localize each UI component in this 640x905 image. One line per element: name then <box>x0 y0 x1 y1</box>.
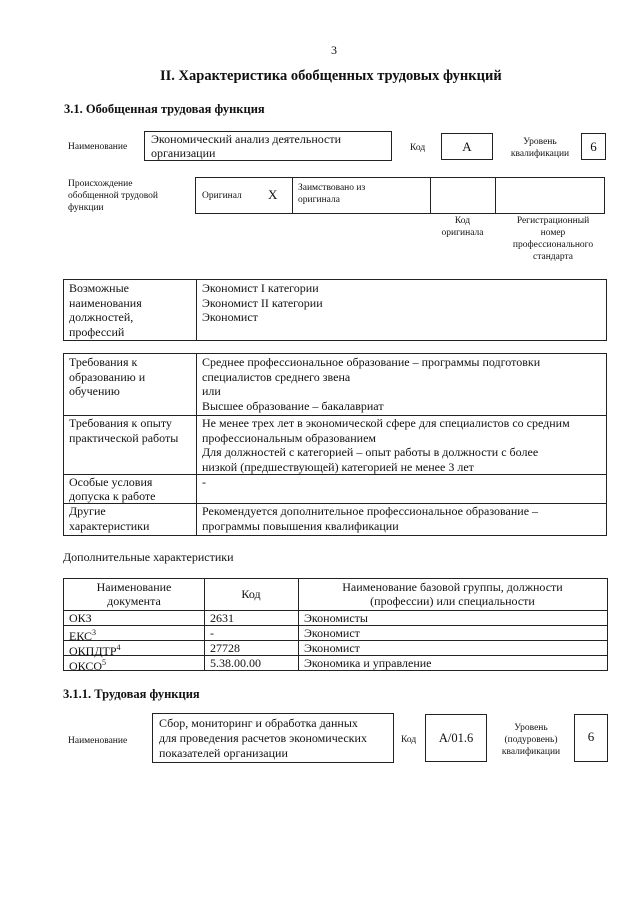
requirement-text: Не менее трех лет в экономической сфере для специалистов со средним <box>202 416 570 430</box>
tf-name-line-2: для проведения расчетов экономических <box>159 731 367 745</box>
reg-number-label-4: стандарта <box>533 252 573 262</box>
gtf-level-label-1: Уровень <box>523 137 557 147</box>
borrowed-label-1: Заимствовано из <box>298 183 366 193</box>
table-row-code: - <box>210 626 214 640</box>
table-row-doc <box>69 656 106 674</box>
requirement-text: программы повышения квалификации <box>202 518 399 533</box>
doc-name: ОКПДТР <box>69 644 117 658</box>
tf-name-box <box>152 713 394 763</box>
gtf-name-line-2: организации <box>151 146 216 160</box>
positions-divider <box>196 280 197 340</box>
tf-code-label: Код <box>401 735 417 745</box>
table-row-doc <box>69 611 92 626</box>
requirements-table <box>63 353 607 536</box>
origin-table <box>195 177 605 214</box>
additional-col3-header: (профессии) или специальности <box>370 594 535 608</box>
additional-heading: Дополнительные характеристики <box>63 550 234 564</box>
origin-label-3: функции <box>68 203 104 213</box>
gtf-level-box <box>581 133 606 160</box>
gtf-code-value: А <box>462 139 472 154</box>
requirement-text: Для должностей с категорией – опыт работы в должности с более <box>202 445 539 459</box>
additional-col1-header: Наименование <box>96 580 172 594</box>
original-label: Оригинал <box>202 191 242 201</box>
additional-col2-header: Код <box>241 587 261 601</box>
requirement-label: практической работы <box>69 430 179 445</box>
tf-name-line-1: Сбор, мониторинг и обработка данных <box>159 716 358 730</box>
requirement-label: Другие <box>69 504 106 518</box>
doc-name: ОКЗ <box>69 611 92 625</box>
gtf-name-box <box>144 131 392 161</box>
tf-level-box <box>574 714 608 762</box>
additional-col1-header: документа <box>107 594 161 608</box>
origin-divider <box>495 177 496 214</box>
positions-label-3: должностей, <box>69 310 134 324</box>
requirement-text: специалистов среднего звена <box>202 369 351 384</box>
requirement-label: обучению <box>69 384 120 398</box>
doc-name: ОКСО <box>69 659 103 673</box>
positions-label-4: профессий <box>69 324 125 339</box>
table-row-code: 27728 <box>210 641 240 655</box>
requirement-label: образованию и <box>69 369 146 384</box>
requirement-label: Требования к <box>69 355 138 369</box>
tf-name-label: Наименование <box>68 736 128 746</box>
requirements-divider <box>196 354 197 535</box>
origin-divider <box>292 177 293 214</box>
gtf-name-line-1: Экономический анализ деятельности <box>151 132 342 146</box>
requirement-label: Особые условия <box>69 475 153 489</box>
position-item: Экономист I категории <box>202 281 319 295</box>
footnote-mark: 4 <box>116 643 121 652</box>
origin-divider <box>430 177 431 214</box>
tf-level-label-2: (подуровень) <box>504 735 558 745</box>
gtf-level-value: 6 <box>590 139 597 154</box>
requirement-text: Среднее профессиональное образование – программы подготовки <box>202 355 541 369</box>
positions-label-1: Возможные <box>69 281 129 295</box>
tf-level-value: 6 <box>587 729 595 744</box>
tf-level-label-1: Уровень <box>514 723 548 733</box>
original-mark: X <box>268 187 278 202</box>
table-row-code: 2631 <box>210 611 234 625</box>
requirement-text: профессиональным образованием <box>202 430 376 445</box>
tf-heading: 3.1.1. Трудовая функция <box>63 687 200 701</box>
tf-code-value: A/01.6 <box>438 731 474 745</box>
gtf-level-label-2: квалификации <box>510 149 570 159</box>
table-row-code: 5.38.00.00 <box>210 656 261 670</box>
footnote-mark: 3 <box>92 628 97 637</box>
table-row-name: Экономика и управление <box>304 656 432 670</box>
origin-label-1: Происхождение <box>68 179 133 189</box>
tf-code-box <box>425 714 487 762</box>
position-item: Экономист <box>202 310 258 324</box>
positions-table <box>63 279 607 341</box>
origin-label-2: обобщенной трудовой <box>68 191 158 201</box>
gtf-code-label: Код <box>410 143 426 153</box>
reg-number-label-1: Регистрационный <box>516 216 590 226</box>
requirement-text: Высшее образование – бакалавриат <box>202 398 384 413</box>
origin-divider <box>195 177 196 214</box>
requirement-text: или <box>202 384 221 398</box>
tf-name-line-3: показателей организации <box>159 746 288 760</box>
table-row-name: Экономист <box>304 641 360 655</box>
requirement-label: Требования к опыту <box>69 416 172 430</box>
gtf-code-box <box>441 133 493 160</box>
requirement-text: низкой (предшествующей) категорией не менее 3 лет <box>202 459 474 474</box>
additional-col3-header: Наименование базовой группы, должности <box>342 580 563 594</box>
gtf-heading: 3.1. Обобщенная трудовая функция <box>64 102 265 116</box>
tf-level-label-3: квалификации <box>501 747 561 757</box>
origin-code-label-2: оригинала <box>441 228 484 238</box>
additional-table <box>63 578 608 671</box>
page-number: 3 <box>331 43 337 57</box>
requirement-label: характеристики <box>69 518 150 533</box>
reg-number-label-2: номер <box>540 228 566 238</box>
requirement-text: Рекомендуется дополнительное профессиональное образование – <box>202 504 539 518</box>
table-row-name: Экономисты <box>304 611 368 625</box>
section-title: II. Характеристика обобщенных трудовых функций <box>160 68 502 84</box>
position-item: Экономист II категории <box>202 295 323 310</box>
origin-code-label-1: Код <box>454 216 471 226</box>
positions-label-2: наименования <box>69 295 142 310</box>
doc-name: ЕКС <box>69 629 93 643</box>
footnote-mark: 5 <box>102 658 107 667</box>
requirement-text: - <box>202 475 206 489</box>
requirement-label: допуска к работе <box>69 489 156 503</box>
borrowed-label-2: оригинала <box>298 195 340 205</box>
reg-number-label-3: профессионального <box>512 240 594 250</box>
table-row-name: Экономист <box>304 626 360 640</box>
gtf-name-label: Наименование <box>68 142 128 152</box>
